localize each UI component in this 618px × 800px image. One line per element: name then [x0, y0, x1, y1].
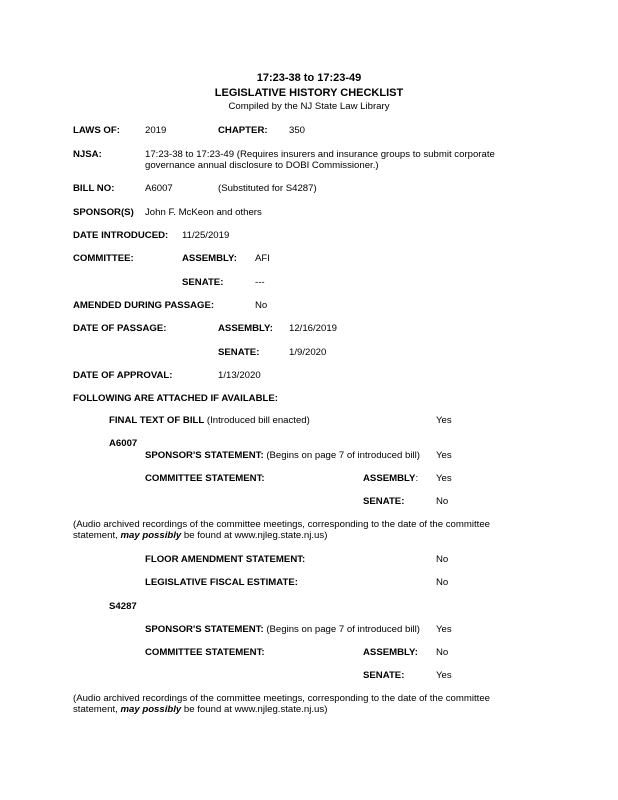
s4287-heading: S4287 — [109, 601, 137, 612]
a6007-sponsor-statement-note: (Begins on page 7 of introduced bill) — [266, 450, 420, 461]
passage-assembly-label: ASSEMBLY: — [218, 323, 273, 334]
s4287-sponsor-statement-value: Yes — [436, 624, 452, 635]
njsa-line-2: governance annual disclosure to DOBI Commissioner.) — [145, 160, 379, 171]
title-citation: 17:23-38 to 17:23-49 — [256, 72, 362, 84]
s4287-audio-note-pre: statement, — [73, 704, 121, 715]
bill-no-label: BILL NO: — [73, 183, 115, 194]
final-text-value: Yes — [436, 415, 452, 426]
bill-substituted-note: (Substituted for S4287) — [218, 183, 317, 194]
bill-no-value: A6007 — [145, 183, 173, 194]
a6007-audio-note-post: be found at www.njleg.state.nj.us) — [181, 530, 328, 541]
s4287-sponsor-statement-label: SPONSOR'S STATEMENT: — [145, 624, 264, 635]
amended-value: No — [255, 300, 268, 311]
a6007-committee-assembly-label: ASSEMBLY — [363, 473, 416, 484]
a6007-audio-note-line-2 — [73, 530, 327, 541]
s4287-committee-statement-label: COMMITTEE STATEMENT: — [145, 647, 265, 658]
a6007-sponsor-statement-row — [145, 450, 420, 461]
laws-of-label: LAWS OF: — [73, 125, 120, 136]
floor-amendment-value: No — [436, 554, 449, 565]
committee-assembly-value: AFI — [255, 253, 270, 264]
sponsors-label: SPONSOR(S) — [73, 207, 134, 218]
a6007-audio-note-pre: statement, — [73, 530, 121, 541]
chapter-value: 350 — [289, 125, 306, 136]
committee-assembly-label: ASSEMBLY: — [182, 253, 237, 264]
passage-assembly-value: 12/16/2019 — [289, 323, 338, 334]
approval-label: DATE OF APPROVAL: — [73, 370, 173, 381]
committee-senate-value: --- — [255, 277, 265, 288]
s4287-sponsor-statement-note: (Begins on page 7 of introduced bill) — [266, 624, 420, 635]
s4287-sponsor-statement-row — [145, 624, 420, 635]
compiled-by: Compiled by the NJ State Law Library — [228, 101, 390, 112]
s4287-audio-note-line-2 — [73, 704, 327, 715]
a6007-audio-note-emphasis: may possibly — [120, 530, 182, 541]
a6007-committee-statement-label: COMMITTEE STATEMENT: — [145, 473, 265, 484]
chapter-label: CHAPTER: — [218, 125, 268, 136]
s4287-committee-assembly-label: ASSEMBLY: — [363, 647, 418, 658]
s4287-committee-senate-label: SENATE: — [363, 670, 405, 681]
a6007-committee-assembly — [363, 473, 418, 484]
s4287-audio-note-post: be found at www.njleg.state.nj.us) — [181, 704, 328, 715]
njsa-line-1: 17:23-38 to 17:23-49 (Requires insurers and insurance groups to submit corporate — [145, 149, 495, 160]
date-introduced-label: DATE INTRODUCED: — [73, 230, 169, 241]
fiscal-estimate-value: No — [436, 577, 449, 588]
a6007-committee-assembly-value: Yes — [436, 473, 452, 484]
s4287-committee-assembly-value: No — [436, 647, 449, 658]
a6007-sponsor-statement-value: Yes — [436, 450, 452, 461]
final-text-row — [109, 415, 310, 426]
s4287-audio-note-emphasis: may possibly — [120, 704, 182, 715]
s4287-audio-note-line-1: (Audio archived recordings of the committee meetings, corresponding to the date of the committee — [73, 693, 491, 704]
a6007-sponsor-statement-label: SPONSOR'S STATEMENT: — [145, 450, 264, 461]
amended-label: AMENDED DURING PASSAGE: — [73, 300, 215, 311]
attached-heading: FOLLOWING ARE ATTACHED IF AVAILABLE: — [73, 393, 278, 404]
laws-of-value: 2019 — [145, 125, 167, 136]
final-text-label: FINAL TEXT OF BILL — [109, 415, 205, 426]
passage-senate-label: SENATE: — [218, 347, 260, 358]
date-introduced-value: 11/25/2019 — [182, 230, 230, 241]
floor-amendment-label: FLOOR AMENDMENT STATEMENT: — [145, 554, 306, 565]
approval-value: 1/13/2020 — [218, 370, 261, 381]
a6007-heading: A6007 — [109, 438, 138, 449]
passage-senate-value: 1/9/2020 — [289, 347, 327, 358]
a6007-committee-assembly-colon: : — [415, 473, 419, 484]
sponsors-value: John F. McKeon and others — [145, 207, 262, 218]
title-checklist: LEGISLATIVE HISTORY CHECKLIST — [214, 87, 404, 99]
committee-senate-label: SENATE: — [182, 277, 224, 288]
a6007-audio-note-line-1: (Audio archived recordings of the committee meetings, corresponding to the date of the committee — [73, 519, 491, 530]
njsa-label: NJSA: — [73, 149, 102, 160]
final-text-note: (Introduced bill enacted) — [206, 415, 310, 426]
fiscal-estimate-label: LEGISLATIVE FISCAL ESTIMATE: — [145, 577, 298, 588]
s4287-committee-senate-value: Yes — [436, 670, 452, 681]
committee-label: COMMITTEE: — [73, 253, 134, 264]
a6007-committee-senate-value: No — [436, 496, 449, 507]
passage-label: DATE OF PASSAGE: — [73, 323, 167, 334]
a6007-committee-senate-label: SENATE: — [363, 496, 405, 507]
